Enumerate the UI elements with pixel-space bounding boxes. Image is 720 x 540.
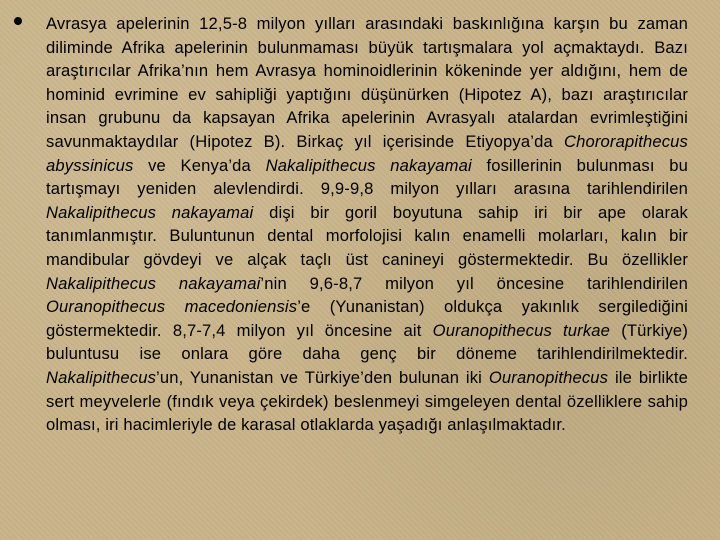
text-run: ’un, Yunanistan ve Türkiye’den bulunan iki — [156, 367, 489, 387]
text-run: ’e (Yunanistan) oldukça yakınlık sergilediğini göstermektedir. 8,7-7,4 milyon yıl öncesine ait — [46, 297, 688, 340]
text-run: Avrasya apelerinin 12,5-8 milyon yılları arasındaki baskınlığına karşın bu zaman diliminde Afrika apelerinin bulunmaması büyük tartışmalara yol açmaktaydı. Bazı araştırıcılar Afrika’nın hem Avrasya hominoidlerinin kökeninde yer aldığını, hem de hominid evrimine ev sahipliği yaptığını düşünürken (Hipotez A), bazı araştırıcılar insan grubunu da kapsayan Afrika apelerinin Avrasyalı atalardan evrimleştiğini savunmaktaydılar (Hipotez B). Birkaç yıl içerisinde Etiyopya’da — [46, 14, 688, 151]
bullet-point — [14, 17, 22, 25]
species-name: Ouranopithecus — [488, 367, 609, 387]
body-paragraph — [46, 12, 688, 437]
species-name: Ouranopithecus turkae — [432, 320, 611, 340]
text-run: fosillerinin bulunması bu tartışmayı yeniden alevlendirdi. 9,9-9,8 milyon yılları arasına tarihlendirilen — [46, 155, 688, 199]
text-run: (Türkiye) buluntusu ise onlara göre daha genç bir döneme tarihlendirilmektedir. — [46, 320, 688, 364]
species-name: Nakalipithecus nakayamai — [46, 202, 254, 222]
species-name: Nakalipithecus nakayamai — [46, 273, 261, 293]
text-run: ve Kenya’da — [133, 155, 266, 175]
species-name: Ouranopithecus macedoniensis — [46, 297, 298, 317]
species-name: Nakalipithecus nakayamai — [265, 155, 472, 175]
text-run: ile birlikte sert meyvelerle (fındık veya çekirdek) beslenmeyi simgeleyen dental özelliklere sahip olması, iri hacimleriyle de karasal otlaklarda yaşadığı anlaşılmaktadır. — [46, 367, 688, 435]
text-run: ’nin 9,6-8,7 milyon yıl öncesine tarihlendirilen — [260, 273, 689, 293]
species-name: Chororapithecus abyssinicus — [46, 131, 688, 175]
text-run: dişi bir goril boyutuna sahip iri bir ape olarak tanımlanmıştır. Buluntunun dental morfolojisi kalın enamelli molarları, kalın bir mandibular gövdeyi ve alçak taçlı üst canineyi göstermektedir. Bu özellikler — [46, 202, 688, 269]
species-name: Nakalipithecus — [46, 367, 157, 387]
